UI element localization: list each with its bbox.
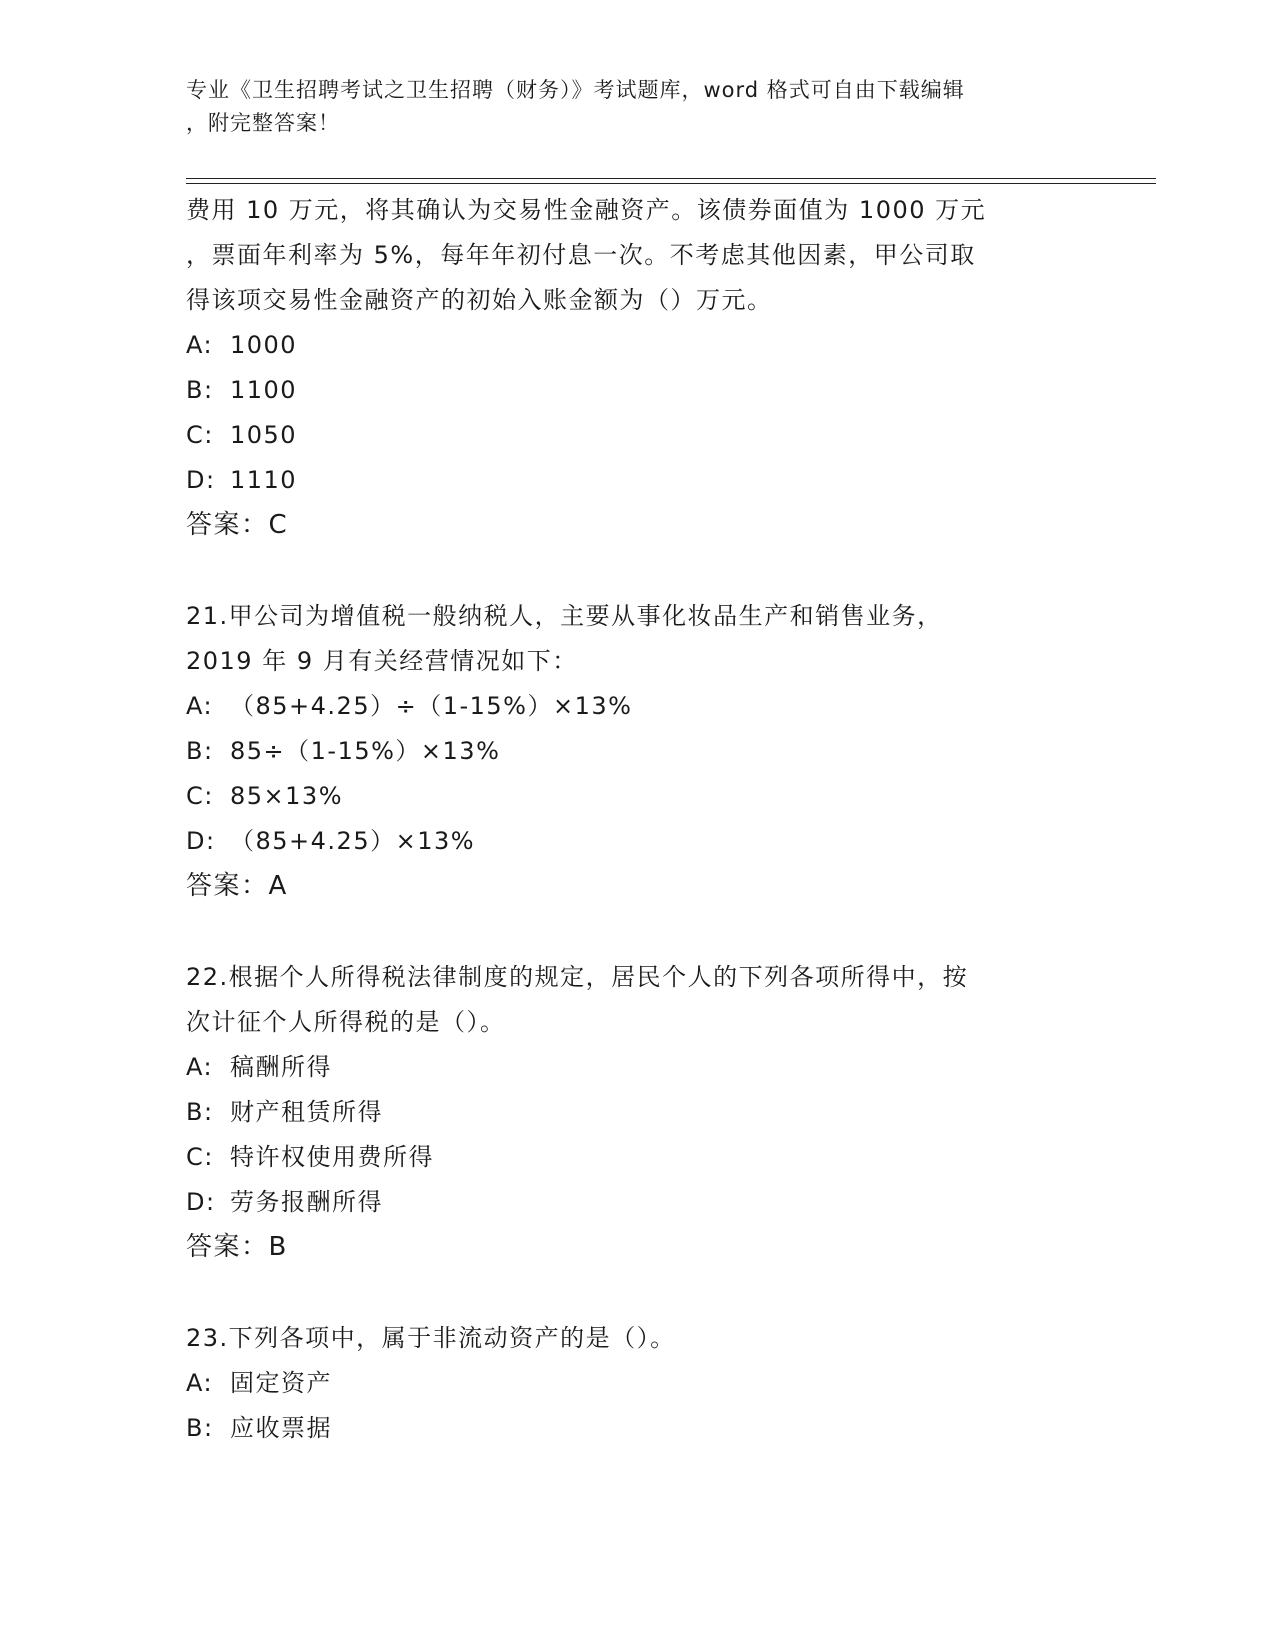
option-text: 1050 (230, 421, 298, 449)
option-letter: A: (186, 331, 214, 359)
option-text: 1100 (230, 376, 298, 404)
question-spacer (186, 1270, 1086, 1316)
document-header (186, 74, 1066, 140)
answer-line: 答案：A (186, 871, 288, 901)
option-text: 稿酬所得 (230, 1053, 332, 1081)
answer-line: 答案：C (186, 510, 289, 540)
option-text: （85+4.25）÷（1-15%）×13% (230, 692, 633, 720)
option-a (186, 684, 1086, 729)
option-letter: A: (186, 692, 214, 720)
question-text-line: 21.甲公司为增值税一般纳税人，主要从事化妆品生产和销售业务， (186, 602, 943, 630)
option-letter: B: (186, 1098, 214, 1126)
option-a (186, 1045, 1086, 1090)
question-text-line: 2019 年 9 月有关经营情况如下： (186, 647, 578, 675)
option-c (186, 774, 1086, 819)
option-text: 固定资产 (230, 1369, 332, 1397)
option-text: 特许权使用费所得 (230, 1143, 434, 1171)
option-letter: B: (186, 1414, 214, 1442)
option-text: 劳务报酬所得 (230, 1188, 383, 1216)
header-divider-top (186, 178, 1156, 179)
question-block (186, 594, 1086, 909)
option-c (186, 1135, 1086, 1180)
option-letter: C: (186, 421, 214, 449)
question-block (186, 955, 1086, 1270)
question-text-line: 次计征个人所得税的是（）。 (186, 1008, 506, 1036)
option-a (186, 323, 1086, 368)
option-letter: B: (186, 737, 214, 765)
question-list (186, 188, 1086, 1451)
question-spacer (186, 909, 1086, 955)
option-text: 85×13% (230, 782, 343, 810)
option-b (186, 729, 1086, 774)
option-letter: A: (186, 1369, 214, 1397)
option-text: 1000 (230, 331, 298, 359)
question-block (186, 188, 1086, 548)
option-text: （85+4.25）×13% (230, 827, 476, 855)
header-divider-bottom (186, 183, 1156, 184)
option-letter: C: (186, 1143, 214, 1171)
option-d (186, 1180, 1086, 1225)
header-line-2: ，附完整答案！ (186, 111, 340, 135)
option-c (186, 413, 1086, 458)
option-b (186, 368, 1086, 413)
option-b (186, 1406, 1086, 1451)
answer-line: 答案：B (186, 1232, 288, 1262)
option-d (186, 458, 1086, 503)
question-text-line: ，票面年利率为 5%，每年年初付息一次。不考虑其他因素，甲公司取 (186, 241, 976, 269)
option-b (186, 1090, 1086, 1135)
question-text-line: 23.下列各项中，属于非流动资产的是（）。 (186, 1324, 676, 1352)
header-line-1: 专业《卫生招聘考试之卫生招聘（财务）》考试题库，word 格式可自由下载编辑 (186, 78, 965, 102)
option-letter: B: (186, 376, 214, 404)
question-text-line: 费用 10 万元，将其确认为交易性金融资产。该债券面值为 1000 万元 (186, 196, 987, 224)
option-text: 应收票据 (230, 1414, 332, 1442)
option-letter: C: (186, 782, 214, 810)
option-letter: A: (186, 1053, 214, 1081)
question-text-line: 得该项交易性金融资产的初始入账金额为（）万元。 (186, 286, 773, 314)
question-spacer (186, 548, 1086, 594)
option-letter: D: (186, 1188, 216, 1216)
option-text: 财产租赁所得 (230, 1098, 383, 1126)
option-text: 85÷（1-15%）×13% (230, 737, 501, 765)
option-a (186, 1361, 1086, 1406)
question-text-line: 22.根据个人所得税法律制度的规定，居民个人的下列各项所得中，按 (186, 963, 969, 991)
option-letter: D: (186, 466, 216, 494)
question-block (186, 1316, 1086, 1451)
option-d (186, 819, 1086, 864)
option-letter: D: (186, 827, 216, 855)
option-text: 1110 (230, 466, 298, 494)
